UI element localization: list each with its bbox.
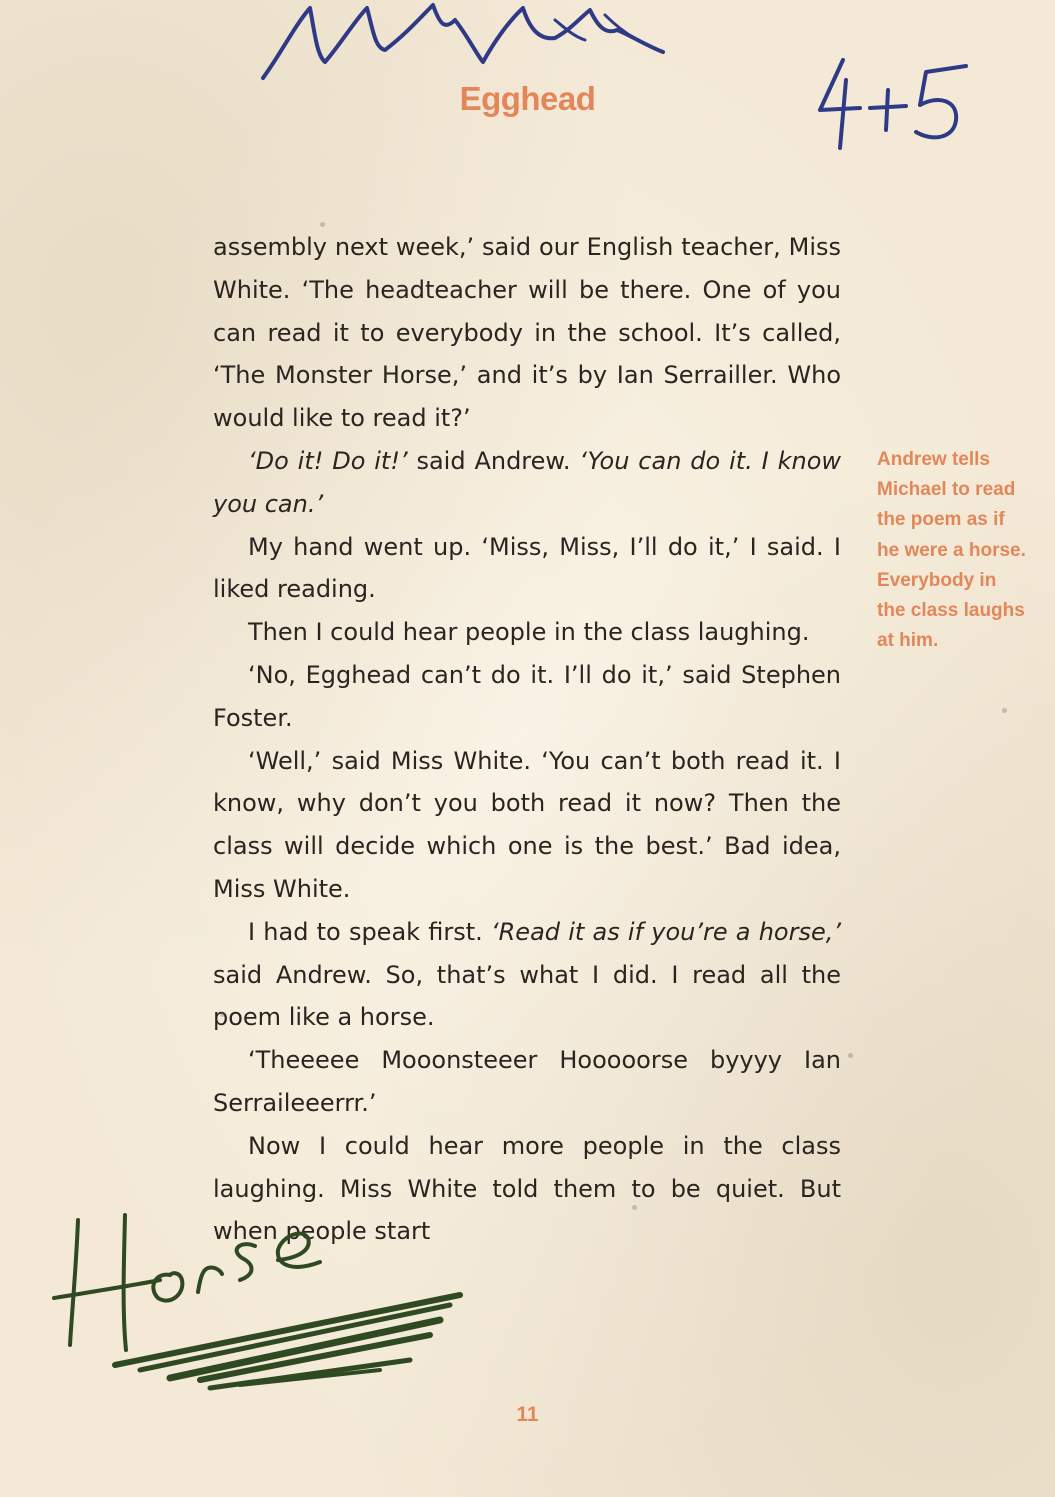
paper-speck [632, 1205, 637, 1210]
paper-speck [848, 1053, 853, 1058]
text-run: Now I could hear more people in the class laughing. Miss White told them to be quiet. But when people start [213, 1131, 841, 1246]
story-paragraph [213, 440, 841, 526]
italic-text-run: ‘You can do it. I know you can.’ [213, 446, 842, 518]
horse-word-doodle-icon [50, 1210, 480, 1400]
horse-word-text: Horse [50, 1210, 53, 1211]
text-run: said Andrew. So, that’s what I did. I read all the poem like a horse. [213, 960, 841, 1032]
text-run: I had to speak first. [248, 917, 491, 946]
story-paragraph [213, 911, 841, 1039]
text-run: My hand went up. ‘Miss, Miss, I’ll do it,’ I said. I liked reading. [213, 532, 841, 604]
story-paragraph [213, 526, 841, 612]
paper-speck [1002, 708, 1007, 713]
sum-doodle-icon [808, 50, 978, 150]
story-paragraph [213, 740, 841, 911]
paper-speck [320, 222, 325, 227]
chapter-title: Egghead [459, 80, 596, 117]
text-run: ‘No, Egghead can’t do it. I’ll do it,’ said Stephen Foster. [213, 660, 841, 732]
zigzag-scribble-icon [255, 0, 675, 90]
story-paragraph [213, 611, 841, 654]
italic-text-run: ‘Do it! Do it!’ [248, 446, 408, 475]
page-number: 11 [516, 1403, 539, 1426]
story-paragraph [213, 1039, 841, 1125]
text-run: said Andrew. [407, 446, 580, 475]
text-run: ‘Theeeee Mooonsteeer Hooooorse byyyy Ian Serraileeerrr.’ [213, 1046, 841, 1117]
paper-speck [220, 1012, 225, 1017]
story-text [213, 226, 841, 1253]
story-paragraph [213, 654, 841, 740]
text-run: ‘Well,’ said Miss White. ‘You can’t both read it. I know, why don’t you both read it now? Then the class will decide which one is the best.’ Bad idea, Miss White. [213, 746, 841, 903]
text-run: Then I could hear people in the class laughing. [248, 618, 810, 647]
margin-summary-note: Andrew tells Michael to read the poem as if he were a horse. Everybody in the class laughs at him. [877, 449, 1026, 652]
text-run: assembly next week,’ said our English teacher, Miss White. ‘The headteacher will be there. One of you can read it to everybody in the school. It’s called, ‘The Monster Horse,’ and it’s by Ian Serrailler. Who would like to read it?’ [213, 233, 841, 433]
story-paragraph [213, 226, 841, 440]
italic-text-run: ‘Read it as if you’re a horse,’ [491, 917, 842, 946]
